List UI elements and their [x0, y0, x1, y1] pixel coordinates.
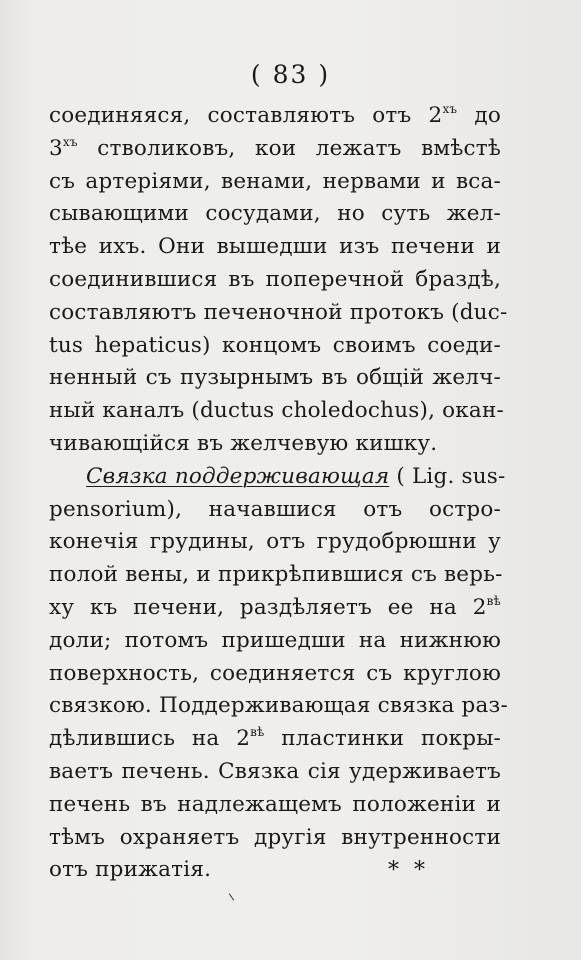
text-run: 2: [236, 726, 251, 752]
text-line: [49, 592, 501, 625]
text-line: [49, 395, 504, 428]
text-run: доли; потомъ пришедши на нижнюю: [49, 627, 501, 653]
superscript: хъ: [62, 134, 78, 149]
text-line: [49, 690, 508, 723]
superscript: вѣ: [250, 725, 265, 740]
text-run: конечія грудины, отъ грудобрюшни у: [49, 529, 501, 555]
text-line: [49, 625, 501, 658]
text-run: ный каналъ (ductus choledochus), окан-: [49, 398, 504, 424]
text-run: ( Lig. sus-: [389, 463, 506, 489]
text-run: составляютъ печеночной протокъ (duc-: [49, 299, 508, 325]
text-run: ху къ печени, раздѣляетъ ее на: [49, 594, 473, 620]
text-line: [49, 166, 501, 199]
text-line: [49, 723, 501, 756]
print-speck: [229, 893, 234, 900]
text-line: [49, 198, 501, 231]
text-run: съ артеріями, венами, нервами и вса-: [49, 168, 501, 194]
text-run: соединяяся, составляютъ отъ: [49, 103, 429, 128]
text-line: [49, 330, 501, 363]
text-line: [49, 297, 508, 330]
text-line: [49, 789, 501, 822]
text-run: стволиковъ, кои лежатъ вмѣстѣ: [77, 135, 501, 161]
text-line: [49, 494, 501, 527]
superscript: хъ: [442, 102, 458, 116]
text-run: пластинки покры-: [264, 726, 502, 752]
text-run: тѣе ихъ. Они вышедши изъ печени и: [49, 234, 501, 260]
text-run: отъ прижатія.: [49, 857, 212, 883]
text-line: [49, 658, 501, 691]
text-run: печень въ надлежащемъ положеніи и: [49, 791, 501, 817]
text-run: полой вены, и прикрѣпившися съ верь-: [49, 562, 503, 588]
text-line: [49, 854, 501, 887]
text-line: [49, 428, 501, 461]
text-run: соединившися въ поперечной браздѣ,: [49, 266, 501, 292]
text-run: сывающими сосудами, но суть жел-: [49, 201, 501, 227]
text-line: [49, 231, 501, 264]
text-line: [49, 362, 501, 395]
text-line: [49, 133, 501, 166]
text-line: [49, 264, 501, 297]
text-run: до: [457, 103, 501, 128]
superscript: вѣ: [486, 593, 501, 608]
text-run: связкою. Поддерживающая связка раз-: [49, 693, 508, 719]
text-line: [49, 756, 501, 789]
text-run: дѣлившись на: [49, 726, 237, 752]
text-run: tus hepaticus) концомъ своимъ соеди-: [49, 332, 501, 358]
page-number: ( 83 ): [250, 60, 331, 89]
text-run: 2: [472, 594, 487, 620]
text-run: ненный съ пузырнымъ въ общій желч-: [49, 365, 501, 391]
text-line: [49, 559, 501, 592]
end-ornament: * *: [388, 858, 429, 883]
text-line: [49, 461, 506, 494]
text-run: ваетъ печень. Связка сія удерживаетъ: [49, 758, 501, 784]
text-run: чивающійся въ желчевую кишку.: [49, 430, 438, 456]
text-run: тѣмъ охраняетъ другія внутренности: [49, 824, 501, 850]
text-run: 3: [49, 135, 63, 161]
text-line: [49, 526, 501, 559]
text-run: pensorium), начавшися отъ остро-: [49, 496, 501, 522]
text-run: поверхность, соединяется съ круглою: [49, 660, 501, 686]
italic-term: Связка поддерживающая: [86, 463, 390, 489]
text-line: [49, 100, 501, 133]
text-run: 2: [428, 103, 443, 128]
body-text: [49, 100, 508, 887]
text-line: [49, 822, 501, 855]
